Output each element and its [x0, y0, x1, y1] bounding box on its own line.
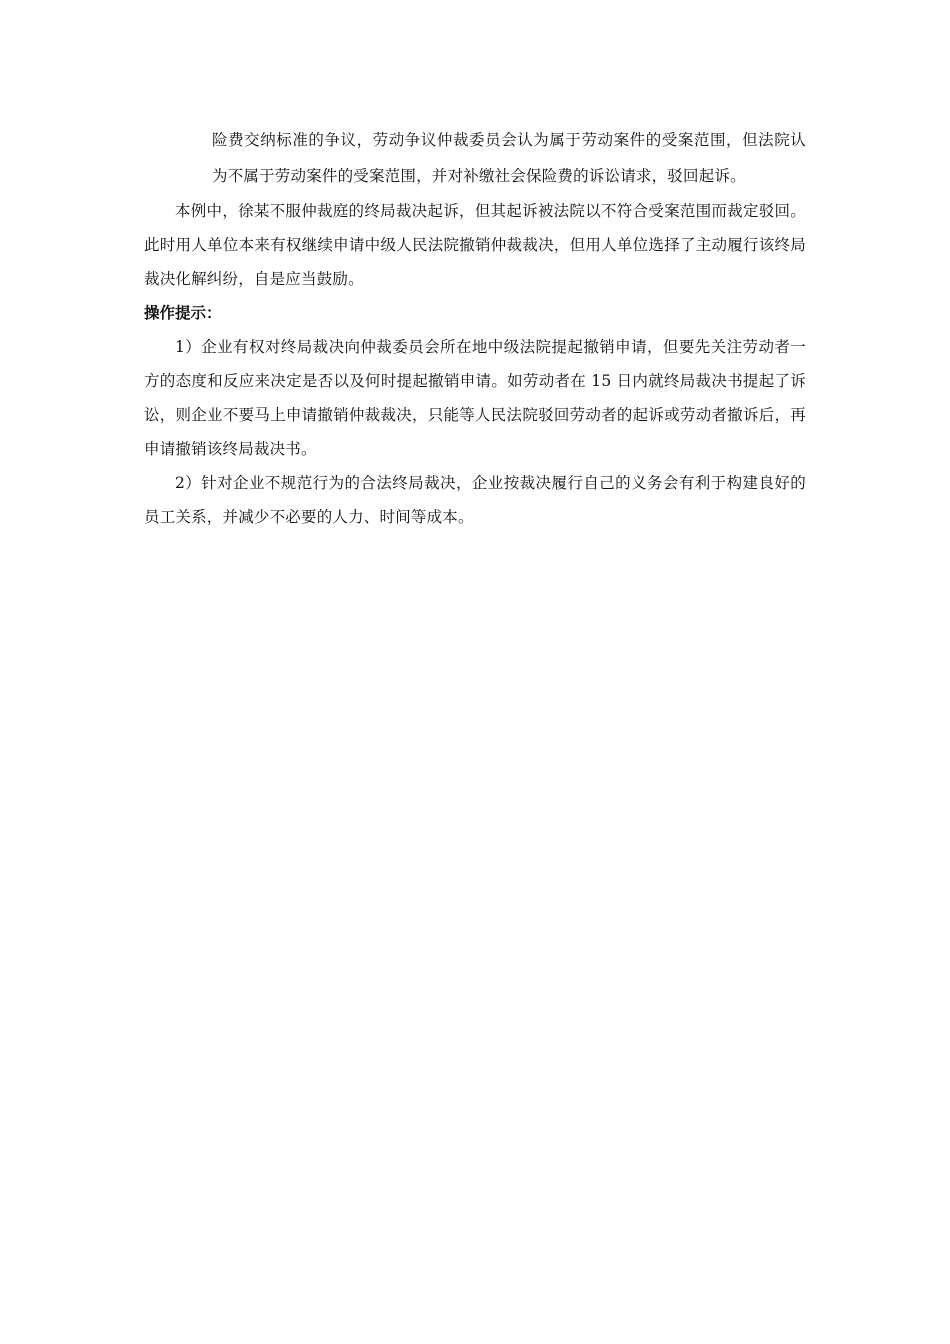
- case-quote-paragraph: 险费交纳标准的争议，劳动争议仲裁委员会认为属于劳动案件的受案范围，但法院认为不属于劳动案件的受案范围，并对补缴社会保险费的诉讼请求，驳回起诉。: [212, 131, 806, 185]
- document-body: [144, 122, 806, 534]
- tips-heading: 操作提示：: [144, 304, 222, 322]
- tip-paragraph-2: 2）针对企业不规范行为的合法终局裁决，企业按裁决履行自己的义务会有利于构建良好的员工关系，并减少不必要的人力、时间等成本。: [144, 474, 806, 526]
- case-analysis-paragraph: 本例中，徐某不服仲裁庭的终局裁决起诉，但其起诉被法院以不符合受案范围而裁定驳回。此时用人单位本来有权继续申请中级人民法院撤销仲裁裁决，但用人单位选择了主动履行该终局裁决化解纠纷，自是应当鼓励。: [144, 202, 806, 288]
- tip-paragraph-1: 1）企业有权对终局裁决向仲裁委员会所在地中级法院提起撤销申请，但要先关注劳动者一方的态度和反应来决定是否以及何时提起撤销申请。如劳动者在 15 日内就终局裁决书提起了诉讼，则企业不要马上申请撤销仲裁裁决，只能等人民法院驳回劳动者的起诉或劳动者撤诉后，再申请撤销该终局裁决书。: [144, 338, 806, 458]
